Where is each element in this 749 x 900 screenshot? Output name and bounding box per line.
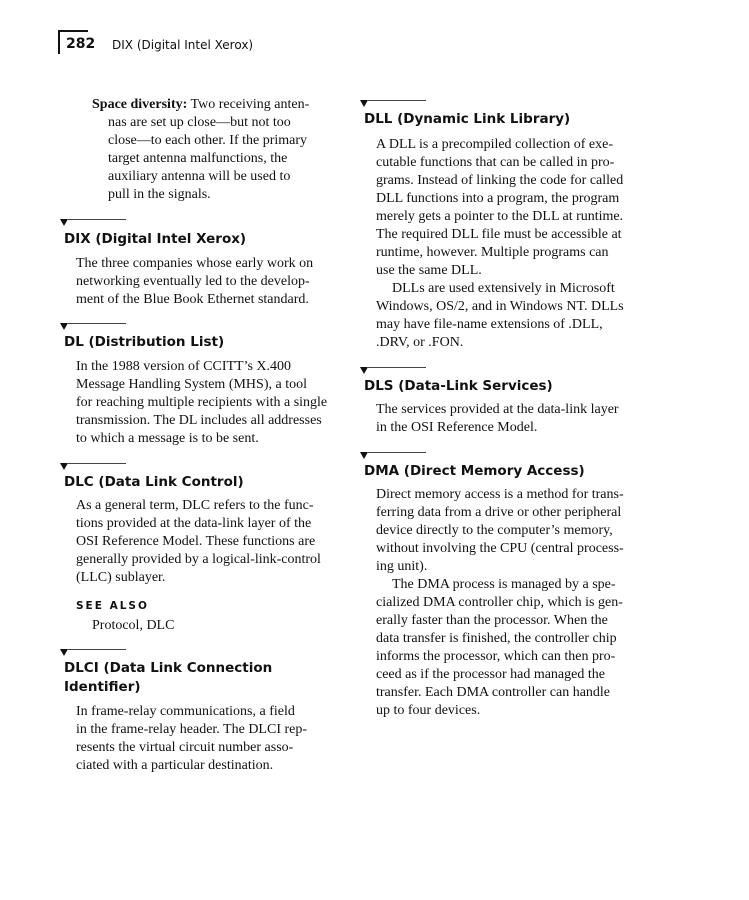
triangle-marker-icon (360, 100, 368, 107)
dll-term: DLL (Dynamic Link Library) (364, 111, 571, 127)
triangle-marker-icon (60, 323, 68, 330)
header-vertical-rule (58, 30, 60, 54)
triangle-marker-icon (60, 649, 68, 656)
entry-marker (360, 366, 426, 374)
dl-definition: In the 1988 version of CCITT’s X.400 Message Handling System (MHS), a tool for reaching multiple recipients with a single transmission. The DL includes all addresses to which a message is to be sent. (76, 359, 328, 446)
dix-term: DIX (Digital Intel Xerox) (64, 231, 247, 247)
dlc-term: DLC (Data Link Control) (64, 474, 244, 490)
entry-marker (60, 322, 126, 330)
running-title: DIX (Digital Intel Xerox) (112, 38, 254, 52)
entry-marker (60, 462, 126, 470)
triangle-marker-icon (60, 463, 68, 470)
dlc-definition: As a general term, DLC refers to the func- tions provided at the data-link layer of the OSI Reference Model. These functions are generally provided by a logical-link-control (LLC) sublayer. (76, 498, 321, 585)
entry-marker (60, 218, 126, 226)
running-head (58, 30, 658, 54)
triangle-marker-icon (60, 219, 68, 226)
dma-term: DMA (Direct Memory Access) (364, 463, 585, 479)
space-diversity-label: Space diversity: (92, 97, 188, 112)
dix-definition: The three companies whose early work on networking eventually led to the develop- ment of the Blue Book Ethernet standard. (76, 256, 314, 307)
dlci-term: DLCI (Data Link Connection Identifier) (64, 660, 273, 695)
see-also-label: SEE ALSO (76, 600, 149, 612)
dl-term: DL (Distribution List) (64, 334, 225, 350)
page-number: 282 (66, 36, 96, 52)
header-top-rule (58, 30, 88, 32)
dll-definition: A DLL is a precompiled collection of exe- cutable functions that can be called in pro- grams. Instead of linking the code for called DLL functions into a program, the program merely gets a pointer to the DLL at runtime. The required DLL file must be accessible at runtime, however. Multiple programs can use the same DLL. DLLs are used extensively in Microsoft Windows, OS/2, and in Windows NT. DLLs may have file-name extensions of .DLL, .DRV, or .FON. (376, 137, 624, 350)
triangle-marker-icon (360, 367, 368, 374)
entry-marker (60, 648, 126, 656)
entry-marker (360, 451, 426, 459)
see-also-link: Protocol, DLC (92, 618, 175, 633)
dls-term: DLS (Data-Link Services) (364, 378, 553, 394)
entry-marker (360, 99, 426, 107)
dls-definition: The services provided at the data-link layer in the OSI Reference Model. (376, 402, 619, 435)
triangle-marker-icon (360, 452, 368, 459)
dlci-definition: In frame-relay communications, a field in the frame-relay header. The DLCI rep- resents the virtual circuit number asso- ciated with a particular destination. (76, 704, 308, 773)
space-diversity-entry: Space diversity: Two receiving anten- nas are set up close—but not too close—to each other. If the primary target antenna malfunctions, the auxiliary antenna will be used to pull in the signals. (92, 97, 310, 202)
dma-definition: Direct memory access is a method for trans- ferring data from a drive or other peripheral device directly to the computer’s memory, without involving the CPU (central process- ing unit). The DMA process is managed by a spe- cialized DMA controller chip, which is gen- erally faster than the processor. When the data transfer is finished, the controller chip informs the processor, which can then pro- ceed as if the processor had managed the transfer. Each DMA controller can handle up to four devices. (376, 487, 624, 718)
